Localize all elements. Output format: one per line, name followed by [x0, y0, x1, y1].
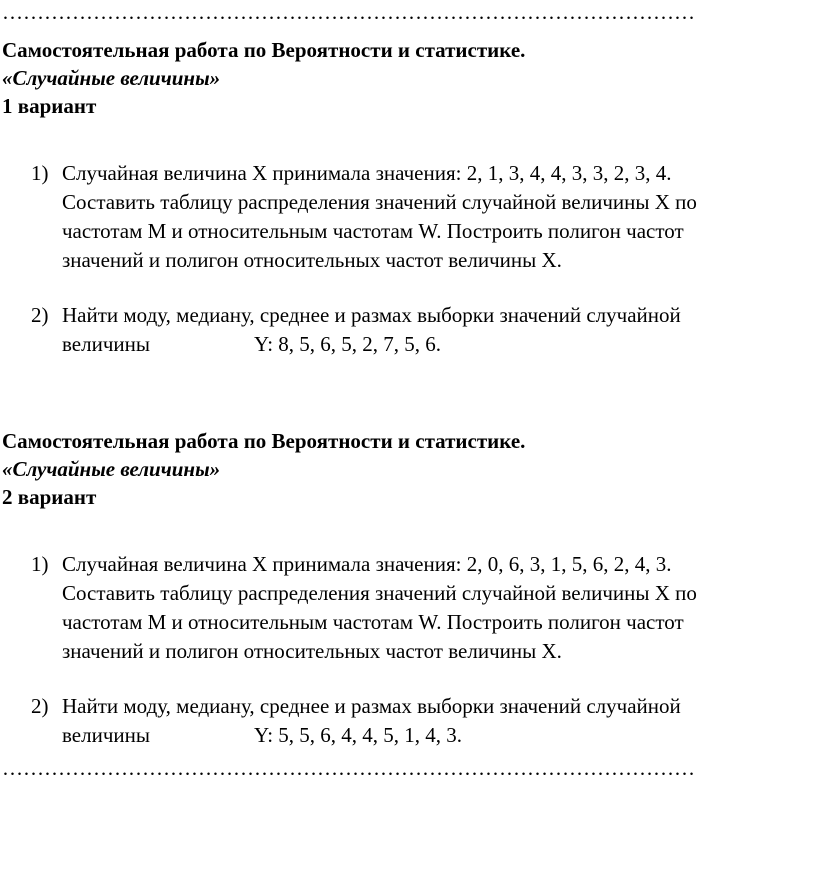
sample-values: Y: 5, 5, 6, 4, 4, 5, 1, 4, 3. — [253, 723, 463, 747]
task-line-prefix: величины — [62, 723, 150, 747]
task-number: 2) — [31, 694, 49, 718]
variant-2-title: Самостоятельная работа по Вероятности и статистике. — [2, 429, 526, 453]
task-line: Составить таблицу распределения значений случайной величины X по — [62, 581, 697, 605]
sample-values: Y: 8, 5, 6, 5, 2, 7, 5, 6. — [253, 332, 442, 356]
separator-bottom: ……………………………………………………………………………………… — [2, 756, 695, 780]
variant-2-label: 2 вариант — [2, 485, 97, 509]
variant-1-section — [2, 36, 802, 359]
task-line: значений и полигон относительных частот величины X. — [62, 248, 562, 272]
variant-1-task-1 — [2, 159, 802, 275]
variant-2-task-2 — [2, 692, 802, 750]
variant-2-subtitle: «Случайные величины» — [2, 457, 221, 481]
task-line — [62, 721, 798, 750]
task-line: Найти моду, медиану, среднее и размах выборки значений случайной — [62, 303, 681, 327]
task-line: частотам M и относительным частотам W. Построить полигон частот — [62, 219, 684, 243]
task-number: 2) — [31, 303, 49, 327]
variant-1-title: Самостоятельная работа по Вероятности и статистике. — [2, 38, 526, 62]
task-line — [62, 330, 798, 359]
task-line: Случайная величина X принимала значения: 2, 1, 3, 4, 4, 3, 3, 2, 3, 4. — [62, 161, 672, 185]
task-text — [62, 550, 798, 666]
task-text — [62, 301, 798, 359]
task-text — [62, 159, 798, 275]
variant-1-subtitle: «Случайные величины» — [2, 66, 221, 90]
variant-1-label: 1 вариант — [2, 94, 97, 118]
variant-1-task-2 — [2, 301, 802, 359]
task-number: 1) — [31, 552, 49, 576]
variant-2-task-1 — [2, 550, 802, 666]
task-line: Найти моду, медиану, среднее и размах выборки значений случайной — [62, 694, 681, 718]
task-line: Составить таблицу распределения значений случайной величины X по — [62, 190, 697, 214]
task-number: 1) — [31, 161, 49, 185]
task-text — [62, 692, 798, 750]
task-line: значений и полигон относительных частот величины X. — [62, 639, 562, 663]
task-line: частотам M и относительным частотам W. Построить полигон частот — [62, 610, 684, 634]
task-line: Случайная величина X принимала значения: 2, 0, 6, 3, 1, 5, 6, 2, 4, 3. — [62, 552, 672, 576]
separator-top: ……………………………………………………………………………………… — [2, 0, 695, 24]
variant-2-section — [2, 427, 802, 750]
task-line-prefix: величины — [62, 332, 150, 356]
